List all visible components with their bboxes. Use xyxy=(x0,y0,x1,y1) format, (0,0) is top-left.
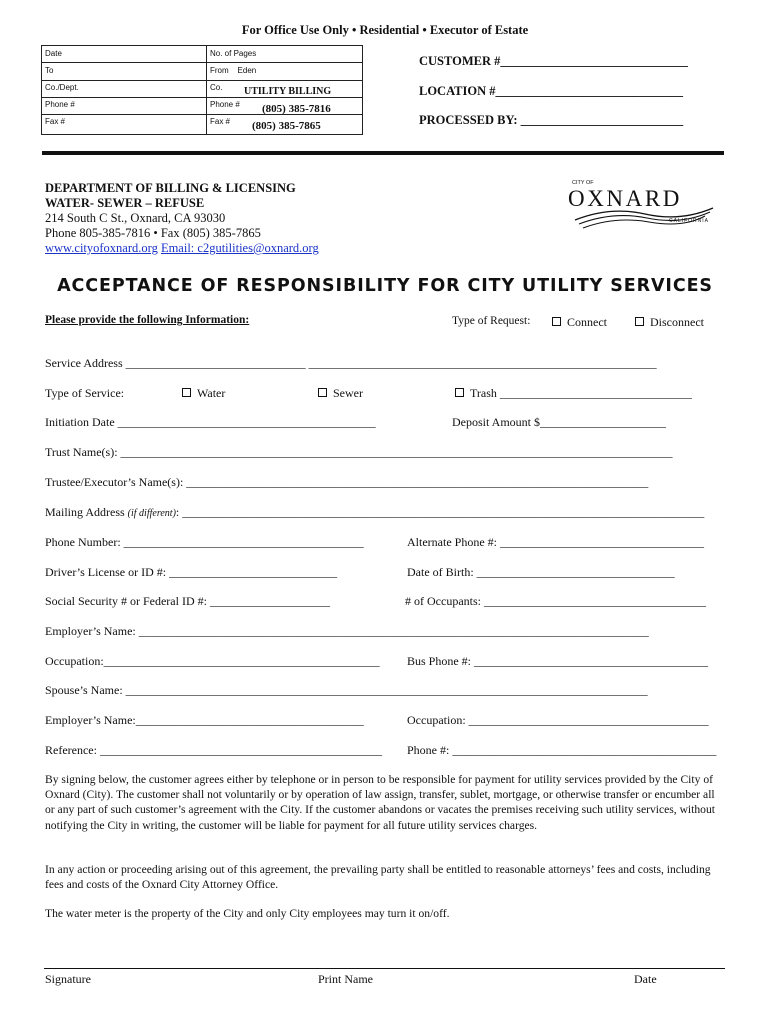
spouse-name-field[interactable]: Spouse’s Name: _______________________________________________________________________________________ xyxy=(45,683,648,697)
processed-by-field[interactable]: PROCESSED BY: __________________________ xyxy=(419,113,684,127)
fax-label: Fax # xyxy=(45,117,66,126)
request-type-label: Type of Request: xyxy=(452,315,531,327)
agreement-paragraph: By signing below, the customer agrees either by telephone or in person to be responsible for payment for utility services provided by the City of Oxnard (City). The customer shall not voluntarily or by operation of law assign, transfer, sublet, mortgage, or otherwise transfer or encumber all or any part of such customer’s agreement with the City. If the customer abandons or vacates the premises receiving such utility services, without notifying the City in writing, the customer will be liable for payment for all future utility services charges. xyxy=(45,773,715,832)
mailing-address-field[interactable] xyxy=(45,505,704,520)
ssn-field[interactable]: Social Security # or Federal ID #: ____________________ xyxy=(45,594,330,608)
type-of-service-label: Type of Service: xyxy=(45,386,125,400)
header-divider xyxy=(42,151,724,155)
trash-label: Trash ________________________________ xyxy=(470,386,692,400)
alternate-phone-field[interactable]: Alternate Phone #: __________________________________ xyxy=(407,535,704,549)
disconnect-option[interactable] xyxy=(635,315,704,330)
trash-option[interactable] xyxy=(455,386,692,401)
drivers-license-field[interactable]: Driver’s License or ID #: ____________________________ xyxy=(45,565,338,579)
instructions: Please provide the following Information: xyxy=(45,314,250,326)
connect-checkbox[interactable] xyxy=(552,317,561,326)
initiation-date-field[interactable]: Initiation Date ___________________________________________ xyxy=(45,415,376,429)
department-block xyxy=(45,181,319,256)
email-link[interactable]: Email: c2gutilities@oxnard.org xyxy=(160,241,319,255)
dept-label: Co./Dept. xyxy=(45,83,79,92)
employer-name-field[interactable]: Employer’s Name: _____________________________________________________________________________________ xyxy=(45,624,649,638)
department-services: WATER- SEWER – REFUSE xyxy=(45,196,205,210)
phone-value: (805) 385-7816 xyxy=(262,103,331,115)
connect-label: Connect xyxy=(567,315,607,329)
pages-label: No. of Pages xyxy=(210,49,257,58)
date-of-birth-field[interactable]: Date of Birth: _________________________________ xyxy=(407,565,675,579)
form-title: ACCEPTANCE OF RESPONSIBILITY FOR CITY UTILITY SERVICES xyxy=(57,276,713,296)
department-address: 214 South C St., Oxnard, CA 93030 xyxy=(45,211,226,225)
logo-name: OXNARD xyxy=(568,186,682,211)
customer-field[interactable]: CUSTOMER #______________________________ xyxy=(419,54,688,68)
spouse-employer-field[interactable]: Employer’s Name:______________________________________ xyxy=(45,713,364,727)
logo-state: CALIFORNIA xyxy=(669,218,710,224)
occupants-field[interactable]: # of Occupants: _____________________________________ xyxy=(405,594,706,608)
from-label: From Eden xyxy=(210,66,257,75)
sewer-checkbox[interactable] xyxy=(318,388,327,397)
mailing-address-label: Mailing Address xyxy=(45,505,125,519)
bus-phone-field[interactable]: Bus Phone #: _______________________________________ xyxy=(407,654,709,668)
trash-checkbox[interactable] xyxy=(455,388,464,397)
trust-names-field[interactable]: Trust Name(s): ____________________________________________________________________________________________ xyxy=(45,445,673,459)
connect-option[interactable] xyxy=(552,315,607,330)
disconnect-label: Disconnect xyxy=(650,315,704,329)
location-field[interactable]: LOCATION #______________________________ xyxy=(419,84,684,98)
sewer-option[interactable] xyxy=(318,386,363,401)
water-checkbox[interactable] xyxy=(182,388,191,397)
department-name: DEPARTMENT OF BILLING & LICENSING xyxy=(45,181,296,195)
spouse-occupation-field[interactable]: Occupation: ________________________________________ xyxy=(407,713,709,727)
to-label: To xyxy=(45,66,54,75)
table-rule xyxy=(42,80,362,81)
website-link[interactable]: www.cityofoxnard.org xyxy=(45,241,158,255)
reference-phone-field[interactable]: Phone #: ____________________________________________ xyxy=(407,743,717,757)
disconnect-checkbox[interactable] xyxy=(635,317,644,326)
phone-number-field[interactable]: Phone Number: ________________________________________ xyxy=(45,535,364,549)
trustee-names-field[interactable]: Trustee/Executor’s Name(s): _____________________________________________________________________________ xyxy=(45,475,649,489)
company-value: UTILITY BILLING xyxy=(244,86,332,97)
office-use-table xyxy=(41,45,363,135)
department-phone-fax: Phone 805-385-7816 • Fax (805) 385-7865 xyxy=(45,226,261,240)
mailing-address-note: (if different) xyxy=(127,508,176,519)
table-divider xyxy=(206,46,207,134)
reference-field[interactable]: Reference: _______________________________________________ xyxy=(45,743,382,757)
table-rule xyxy=(42,62,362,63)
mailing-address-line: : _______________________________________________________________________________________ xyxy=(175,505,705,519)
sewer-label: Sewer xyxy=(333,386,363,400)
logo-city-of: CITY OF xyxy=(572,180,594,186)
oxnard-logo xyxy=(565,178,715,236)
water-label: Water xyxy=(197,386,226,400)
date-label-signature: Date xyxy=(634,972,657,986)
table-rule xyxy=(42,97,362,98)
print-name-label: Print Name xyxy=(318,972,373,986)
office-use-heading: For Office Use Only • Residential • Executor of Estate xyxy=(241,23,529,37)
water-meter-paragraph: The water meter is the property of the City and only City employees may turn it on/off. xyxy=(45,907,450,920)
fax-value: (805) 385-7865 xyxy=(252,120,321,132)
signature-label: Signature xyxy=(45,972,91,986)
service-address-field[interactable]: Service Address ______________________________ __________________________________________________________ xyxy=(45,356,657,370)
water-option[interactable] xyxy=(182,386,225,401)
signature-line[interactable] xyxy=(44,968,725,969)
fax-label-2: Fax # xyxy=(210,117,231,126)
co-label: Co. xyxy=(210,83,223,92)
phone-label: Phone # xyxy=(45,100,75,109)
phone-label-2: Phone # xyxy=(210,100,240,109)
occupation-field[interactable]: Occupation:______________________________________________ xyxy=(45,654,380,668)
deposit-amount-field[interactable]: Deposit Amount $_____________________ xyxy=(452,415,667,429)
date-label: Date xyxy=(45,49,62,58)
attorney-fees-paragraph: In any action or proceeding arising out of this agreement, the prevailing party shall be entitled to reasonable attorneys’ fees and costs, including fees and costs of the Oxnard City Attorney Office. xyxy=(45,863,711,892)
